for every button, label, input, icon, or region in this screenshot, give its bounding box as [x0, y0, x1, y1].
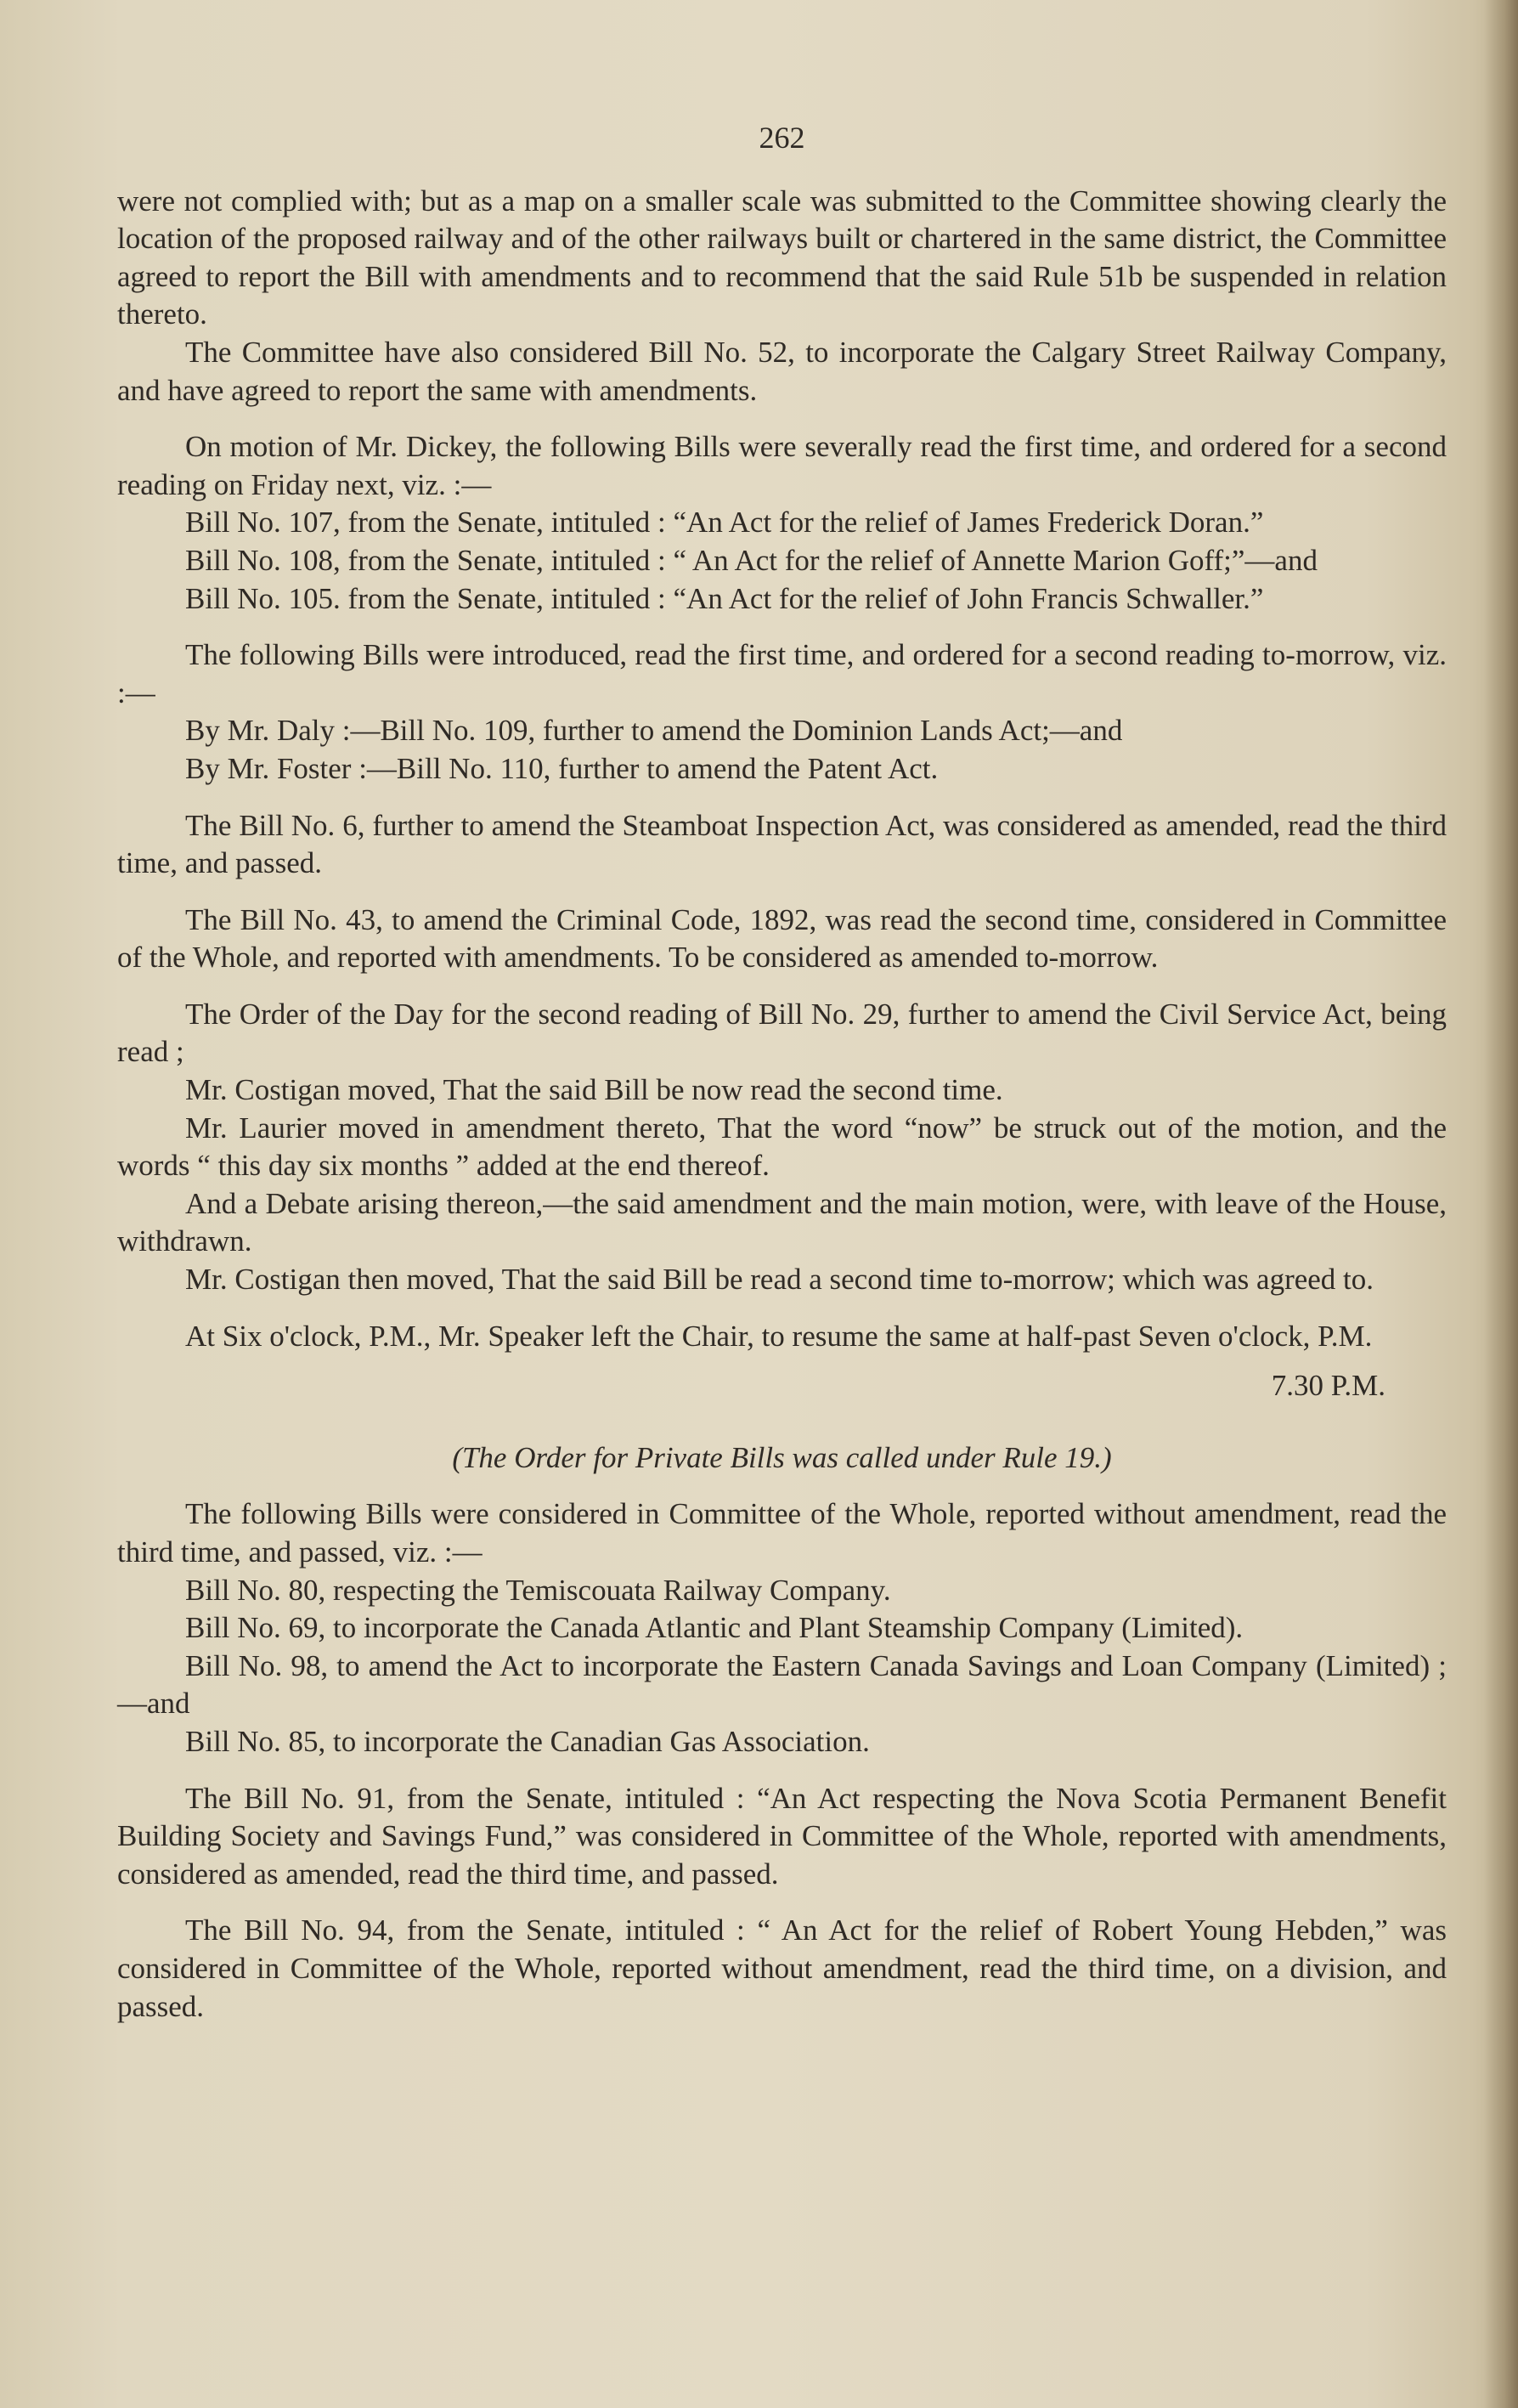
page-number: 262	[759, 121, 805, 155]
paragraph-bill-98: Bill No. 98, to amend the Act to incorporate the Eastern Canada Savings and Loan Company (Limited) ;—and	[117, 1648, 1447, 1721]
paragraph-six-oclock: At Six o'clock, P.M., Mr. Speaker left the Chair, to resume the same at half-past Seven o'clock, P.M.	[185, 1319, 1373, 1353]
paragraph-bill-69: Bill No. 69, to incorporate the Canada Atlantic and Plant Steamship Company (Limited).	[185, 1611, 1244, 1645]
paragraph-bill-80: Bill No. 80, respecting the Temiscouata Railway Company.	[185, 1573, 891, 1607]
page-text	[117, 119, 1447, 2026]
paragraph-bill-94: The Bill No. 94, from the Senate, intituled : “ An Act for the relief of Robert Young Hebden,” was considered in Committee of the Whole, reported without amendment, read the third time, on a division, and passed.	[117, 1913, 1447, 2023]
paragraph-bill-85: Bill No. 85, to incorporate the Canadian Gas Association.	[185, 1724, 870, 1758]
paragraph-bill-107: Bill No. 107, from the Senate, intituled : “An Act for the relief of James Frederick Doran.”	[185, 506, 1264, 540]
time-heading: 7.30 P.M.	[1271, 1369, 1385, 1403]
paragraph-costigan-then-moved: Mr. Costigan then moved, That the said Bill be read a second time to-morrow; which was agreed to.	[185, 1263, 1374, 1297]
paragraph-laurier-amendment: Mr. Laurier moved in amendment thereto, That the word “now” be struck out of the motion, and the words “ this day six months ” added at the end thereof.	[117, 1111, 1447, 1183]
paragraph-bill-6: The Bill No. 6, further to amend the Steamboat Inspection Act, was considered as amended, read the third time, and passed.	[117, 808, 1447, 880]
private-bills-heading-text: (The Order for Private Bills was called under Rule 19.)	[452, 1440, 1112, 1474]
paragraph-bill-52: The Committee have also considered Bill No. 52, to incorporate the Calgary Street Railway Company, and have agreed to report the same with amendments.	[117, 335, 1447, 407]
paragraph-bill-43: The Bill No. 43, to amend the Criminal Code, 1892, was read the second time, considered in Committee of the Whole, and reported with amendments. To be considered as amended to-morrow.	[117, 902, 1447, 975]
paragraph-costigan-moved: Mr. Costigan moved, That the said Bill be now read the second time.	[185, 1073, 1003, 1107]
paragraph-rule-51b-continuation: were not complied with; but as a map on a smaller scale was submitted to the Committee showing clearly the location of the proposed railway and of the other railways built or chartered in the same district, the Committee agreed to report the Bill with amendments and to recommend that the said Rule 51b be suspended in relation thereto.	[117, 184, 1447, 331]
page-edge-shadow	[1484, 0, 1518, 2408]
paragraph-bill-110: By Mr. Foster :—Bill No. 110, further to amend the Patent Act.	[185, 751, 939, 785]
paragraph-bill-105: Bill No. 105. from the Senate, intituled : “An Act for the relief of John Francis Schwaller.”	[185, 581, 1264, 615]
paragraph-bill-108: Bill No. 108, from the Senate, intituled : “ An Act for the relief of Annette Marion Goff;”—and	[185, 543, 1318, 577]
paragraph-bill-29-order: The Order of the Day for the second reading of Bill No. 29, further to amend the Civil Service Act, being read ;	[117, 997, 1447, 1069]
paragraph-dickey-motion: On motion of Mr. Dickey, the following Bills were severally read the first time, and ordered for a second reading on Friday next, viz. :—	[117, 430, 1447, 501]
paragraph-bill-91: The Bill No. 91, from the Senate, intituled : “An Act respecting the Nova Scotia Permanent Benefit Building Society and Savings Fund,” was considered in Committee of the Whole, reported with amendments, considered as amended, read the third time, and passed.	[117, 1781, 1447, 1891]
paragraph-debate-withdrawn: And a Debate arising thereon,—the said amendment and the main motion, were, with leave of the House, withdrawn.	[117, 1186, 1447, 1258]
paragraph-committee-bills: The following Bills were considered in Committee of the Whole, reported without amendment, read the third time, and passed, viz. :—	[117, 1497, 1447, 1569]
paragraph-bill-109: By Mr. Daly :—Bill No. 109, further to amend the Dominion Lands Act;—and	[185, 714, 1123, 748]
private-bills-heading	[117, 1439, 1447, 1478]
paragraph-bills-introduced: The following Bills were introduced, read the first time, and ordered for a second reading to-morrow, viz. :—	[117, 638, 1447, 709]
